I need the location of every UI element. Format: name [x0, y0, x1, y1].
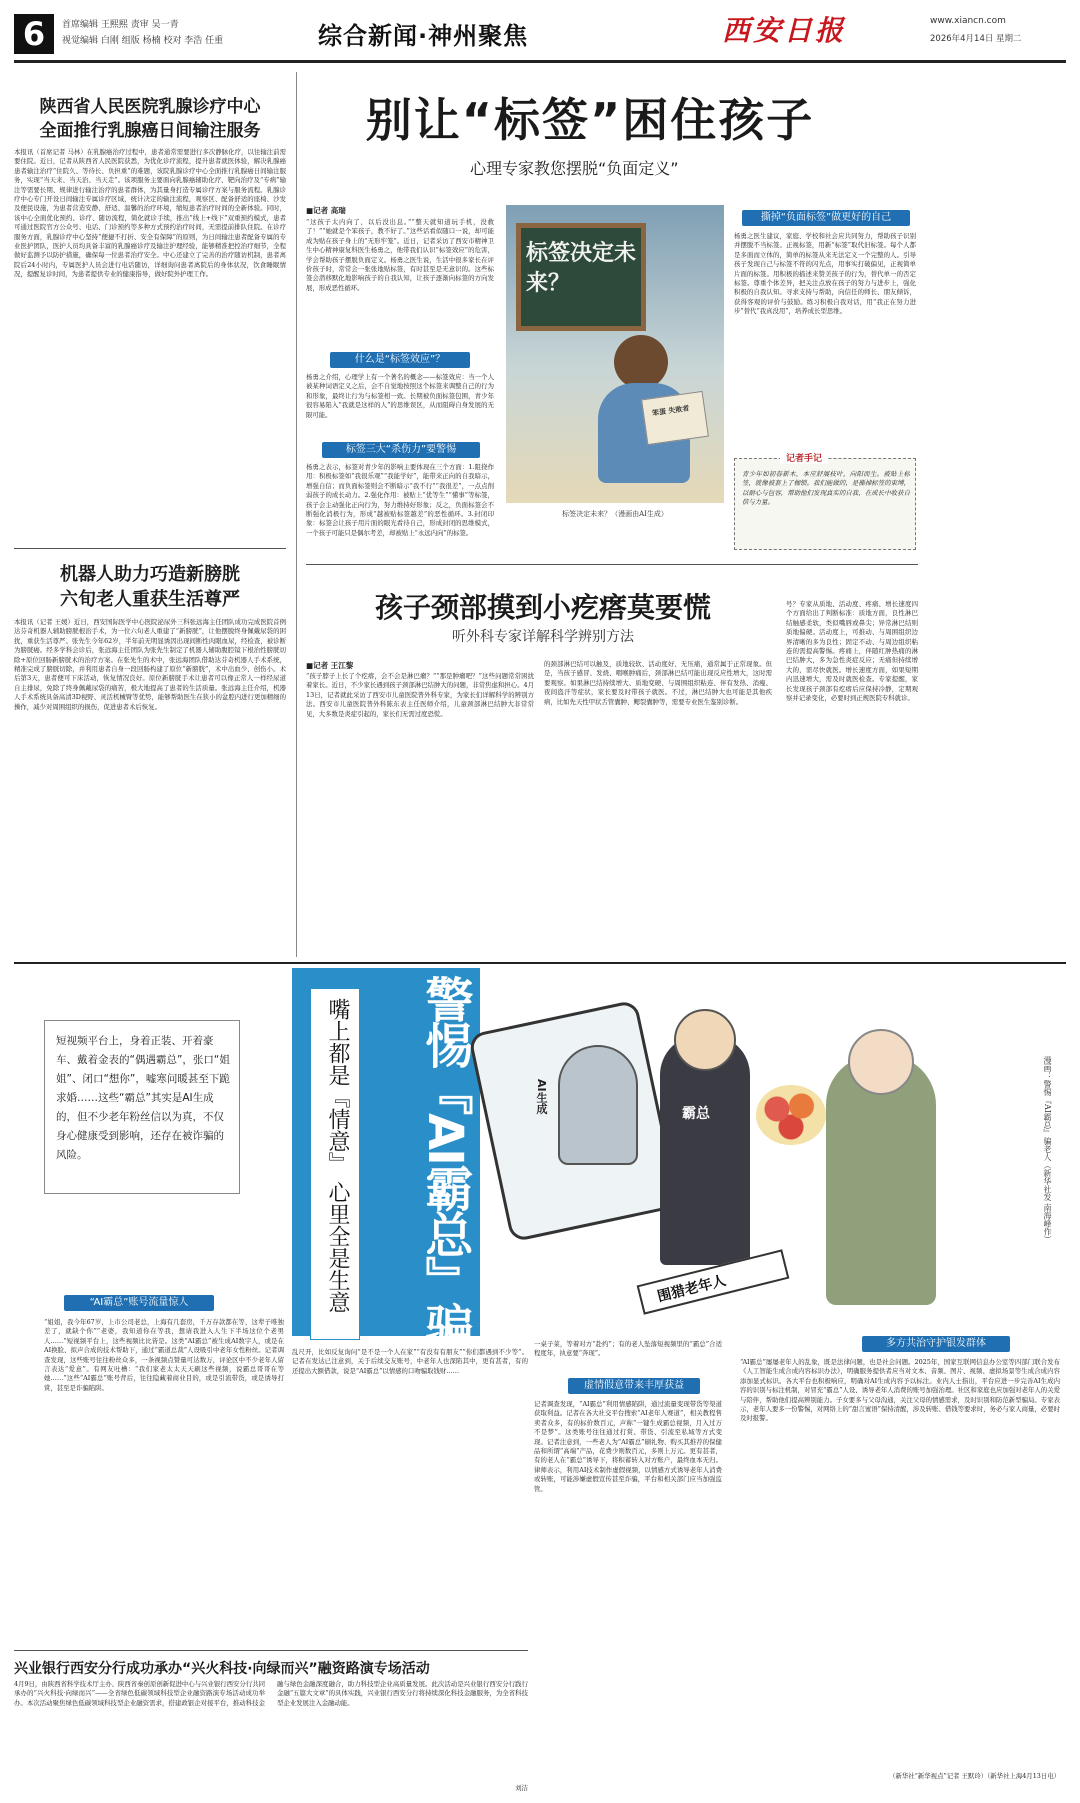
- top-article-title: 别让“标签”困住孩子: [365, 93, 815, 147]
- section-rule: [14, 962, 1066, 964]
- article1-body: 本报讯（首席记者 马林）在乳腺癌治疗过程中，患者通常需要进行多次静脉化疗，以往输注前需要住院。近日，记者从陕西省人民医院获悉，为优化诊疗流程，提升患者就医体验，解决乳腺癌患者输注治疗“住院久、等待长、负担重”的难题，该院乳腺诊疗中心全面推行乳腺癌日间输注服务，实现“当天来、当天治、当天走”。该项服务主要面向乳腺癌辅助化疗、靶向治疗及“专病”输注等需要长期、规律进行输注治疗的患者群体，为其量身打造专属诊疗方案与服务流程。乳腺诊疗中心专门开设日间输注专属诊疗区域，统计决定的输注流程，观察区、配备舒适的座椅、沙发及便民设施，为患者营造安静、舒适、温馨的治疗环境，缩短患者治疗时间的全新体验。同时，该中心全面优化预约、诊疗、随访流程，简化就诊手续，推出“线上+线下”双重预约模式，患者可通过医院官方公众号、电话、门诊预约等多种方式预约治疗时间，无需提前排队住院。在诊疗服务方面，乳腺诊疗中心坚持“便捷不打折、安全有保障”的原则，为日间输注患者配备专属的专业医护团队，医护人员均具备丰富的乳腺癌诊疗及输注护理经验，能够精准把控治疗细节，全程做好监测予以防护措施，确保每一位患者治疗安全。中心还建立了完善的治疗随访机制，患者离院后24小时内，专属医护人员会进行电话随访，详细询问患者离院后的身体状况，饮食睡眠情况，提醒复诊时间，为患者提供专业的健康指导，做好院外护理工作。: [14, 148, 286, 279]
- tag-what-is-label-effect: 什么是“标签效应”？: [330, 352, 470, 368]
- page-number: 6: [14, 14, 54, 54]
- top-article-subtitle: 心理专家教您摆脱“负面定义”: [470, 159, 679, 178]
- column-divider: [296, 72, 297, 957]
- header-rule: [14, 60, 1066, 63]
- reporter-notes-title: 记者手记: [780, 451, 828, 464]
- issue-date: 2026年4月14日 星期二: [930, 34, 1022, 44]
- newspaper-logo: 西安日报: [722, 14, 847, 47]
- top-article-col1b: 杨勇之介绍，心理学上有一个著名的概念——标签效应：当一个人被某种词语定义之后，会不自觉地按照这个标签来调整自己的行为和形象，最终让行为与标签相一致。长期被负面标签包围，青少年很容易陷入“我就是这样的人”的思维误区，从而阻碍自身发展的无限可能。: [306, 373, 494, 419]
- bottom-article-body: 4月9日，由陕西省科学技术厅主办、陕西省秦创原创新促进中心与兴业银行西安分行共同承办的“兴火科技·向绿而兴”——全省绿色低碳领域科技型企业融资路演专场活动成功举办。本次活动聚焦绿色低碳领域科技型企业融资需求，搭建政银企对接平台，推动科技金融与绿色金融深度融合，助力科技型企业高质量发展。此次活动是兴业银行西安分行践行金融“五篇大文章”的具体实践，兴业银行西安分行将持续深化科技金融服务，为全省科技型企业发展注入金融动能。: [14, 1680, 528, 1707]
- bottom-article-sign: 刘洁: [515, 1784, 528, 1792]
- reporter-notes-text: 青少年如初春新木，本应舒展枝叶，向阳而生。被贴上标签，就像被套上了枷锁。我们能做的，是撕掉标签的束缚，以耐心与包容，帮助他们发现真实的自我，在成长中收获自信与力量。: [742, 470, 910, 507]
- tag-ai-traffic: “AI霸总”账号流量惊人: [64, 1295, 214, 1311]
- section-title: 综合新闻·神州聚焦: [318, 22, 529, 50]
- ai-intro-text: 短视频平台上，身着正装、开着豪车、戴着金表的“偶遇霸总”，张口“姐姐”、闭口“想你”，嘘寒问暖甚至下跪求婚……这些“霸总”其实是AI生成的，但不少老年粉丝信以为真，不仅身心健康受到影响，还存在被诈骗的风险。: [56, 1035, 230, 1161]
- mid-article-col3: 号？专家从质地、活动度、疼痛、增长速度四个方面给出了判断标准：质地方面，良性淋巴结触感柔软，类似嘴唇或鼻尖；异常淋巴结则质地偏硬。活动度上，可推动、与周围组织边界清晰的多为良性；固定不动、与周边组织粘连的需提高警惕。疼痛上，伴随红肿热痛的淋巴结肿大，多为急性炎症反应；无痛但持续增大的，需尽快就医。增长速度方面，如果短期内迅速增大，需及时就医检查。专家提醒，家长发现孩子颈部有疙瘩后应保持冷静，定期观察并记录变化，必要时到正规医院专科就诊。: [786, 600, 918, 703]
- ai-cartoon-caption: 漫画：警惕『AI霸总』骗老人（新华社发 南海峰作）: [1043, 1056, 1052, 1244]
- top-article-col1: “这孩子太内向了，以后没出息。”“整天就知道玩手机，没救了！”“她就是个笨孩子，教不好了。”这些话看似随口一说，却可能成为贴在孩子身上的“无形牢笼”。近日，记者采访了西安市精神卫生中心精神康复科医生杨勇之，他带我们认识“标签效应”的危害，学会帮助孩子摆脱负面定义。杨勇之医生说，生活中很多家长在评价孩子时，常常会一张张地贴标签，有时甚至是无意识的。这些标签会潜移默化地影响孩子的自我认知，让孩子逐渐向标签的方向发展，形成恶性循环。: [306, 218, 494, 292]
- mid-article-byline: ■记者 王江黎: [306, 661, 354, 670]
- article2-title-line1: 机器人助力巧造新膀胱: [60, 564, 240, 585]
- chalkboard-text: 标签决定未来？: [526, 241, 637, 296]
- article2-title-line2: 六旬老人重获生活尊严: [60, 589, 240, 610]
- robot-figure: [558, 1045, 638, 1165]
- tag-joint-governance: 多方共治守护银发群体: [862, 1336, 1010, 1352]
- ai-col3b: 记者调查发现，“AI霸总”利用情感陷阱，通过流量变现带货等渠道获取利益。记者在各大社交平台搜索“AI老年人赛道”，相关教程售卖者众多，有的标价数百元，声称“一键生成霸总视频，月入过万不是梦”。这类账号往往通过打赏、带货、引流至私域等方式变现。记者注意到，一些老人为“AI霸总”刷礼物、购买其推荐的保健品和所谓“高端”产品，花费少则数百元，多则上万元。更有甚者，有的老人在“霸总”诱导下，将积蓄转入对方账户，最终血本无归。律师表示，利用AI技术制作虚假视频，以情感方式诱导老年人消费或转账，可能涉嫌虚假宣传甚至诈骗，平台和相关部门应当加强监管。: [534, 1400, 722, 1493]
- website: www.xiancn.com: [930, 16, 1006, 26]
- ai-col4: “AI霸总”屡屡老年人的乱象，既是法律问题，也是社会问题。2025年，国家互联网信息办公室等四部门联合发布《人工智能生成合成内容标识办法》，明确服务提供者应当对文本、音频、图片、视频、虚拟场景等生成合成内容添加显式标识。各大平台也积极响应，明确对AI生成内容予以标注。业内人士指出，平台应进一步完善AI生成内容的识别与标注机制，对冒充“霸总”人设、诱导老年人消费的账号加强治理。社区和家庭也应加强对老年人的关爱与陪伴，帮助他们提高辨别能力。子女要多与父母沟通，关注父母的情感需求，及时识别和防范新型骗局。专家表示，老年人要多一份警惕，对网络上的“甜言蜜语”保持清醒，涉及转账、借钱等要求时，务必与家人商量，必要时及时报警。: [740, 1358, 1060, 1423]
- article2-body: 本报讯（记者 王媛）近日，西安国际医学中心医院泌尿外三科张远海主任团队成功完成医院首例达芬奇机器人辅助膀胱根治手术，为一位六旬老人重建了“新膀胱”，让他摆脱终身佩戴尿袋的困扰，重获生活尊严。张先生今年62岁，半年前无明显诱因出现间断性肉眼血尿，经检查，被诊断为膀胱癌。经多学科会诊后，张远海主任团队为张先生制定了机器人辅助腹腔镜下根治性膀胱切除+原位回肠新膀胱术的治疗方案。在张先生的术中，张远海团队借助达芬奇机器人手术系统，精准完成了膀胱切除，并利用患者自身一段回肠构建了原位“新膀胱”，术中出血少、创伤小。术后第3天，患者便可下床活动，恢复情况良好。原位新膀胱手术让患者可以像正常人一样经尿道自主排尿，免除了终身佩戴尿袋的痛苦，极大地提高了患者的生活质量。张远海主任介绍，机器人手术系统具备高清3D视野、灵活机械臂等优势，能够帮助医生在狭小的盆腔内进行更加精细的操作，减少对周围组织的损伤，促进患者术后恢复。: [14, 618, 286, 711]
- tag-three-harms: 标签三大“杀伤力”要警惕: [322, 442, 480, 458]
- editors-line-2: 视觉编辑 白刚 组版 杨楠 校对 李浩 任重: [62, 36, 224, 46]
- bazong-head: [674, 1009, 736, 1071]
- top-article-right-text: 杨勇之医生建议，家庭、学校和社会应共同努力，帮助孩子识别并摆脱不当标签。正视标签，用新“标签”取代旧标签。每个人都是多面而立体的，简单的标签从来无法定义一个完整的人。引导孩子发现自己与标签不符的闪光点，用事实打破偏见，正视简单片面的标签。用积极的描述来赞美孩子的行为，替代单一的否定标签。尊重个体差异，把关注点放在孩子的努力与进步上，强化积极的自我认知。寻求支持与帮助，向信任的师长、朋友倾诉，获得客观的评价与鼓励。练习积极自我对话，用“我正在努力进步”替代“我真没用”，培养成长型思维。: [734, 232, 916, 316]
- mid-article-col1: “孩子脖子上长了个疙瘩，会不会是淋巴瘤？”“那是肿瘤吧？”这些问题常常困扰着家长。近日，不少家长遇到孩子颈部淋巴结肿大的问题，非常焦虑和担心。4月13日，记者就此采访了西安市儿童医院普外科专家，为家长们详解科学的辨别方法。西安市儿童医院普外科陈东表主任医师介绍，儿童颈部淋巴结肿大非常常见，大多数是炎症引起的，家长们无需过度恐慌。: [306, 672, 534, 718]
- label-illustration: [506, 205, 724, 503]
- ai-sign: （新华社“新华视点”记者 王默玲）（新华社上海4月13日电）: [889, 1772, 1060, 1780]
- ai-col3: 一桌子菜，等着对方“赴约”；有的老人坠落短视频里的“霸总”合适程度年，执意要“奔现”。: [534, 1340, 722, 1358]
- mid-article-subtitle: 听外科专家详解科学辨别方法: [452, 629, 634, 645]
- book-label-text: 笨蛋 失败者: [651, 404, 690, 418]
- illustration-caption: 标签决定未来？（漫画由AI生成）: [562, 510, 668, 518]
- bazong-label: 霸总: [682, 1106, 710, 1122]
- top-article-byline: ■记者 高瑞: [306, 206, 346, 215]
- tag-tear-off-labels: 撕掉“负面标签”做更好的自己: [742, 210, 910, 226]
- elderly-woman-head: [848, 1029, 914, 1095]
- ai-col1: “姐姐，我今年67岁，上市公司老总，上海有几套房，千万存款都在等，这辈子唯独差了，就缺个你”“老婆，我知道你在等我，想请我进入人生下半场这位个老男人……”短视频平台上，这些视频比比皆是。这类“AI霸总”被生成AI数字人，或是在AI换脸、拟声合成的技术帮助下，通过“霸道总裁”人设吸引中老年女性粉丝。记者调查发现，这些账号往往粉丝众多，一条视频点赞量可达数万，评论区中不少老年人留言表达“爱意”。有网友吐槽：“我们家老太太天天刷这些视频，说霸总哥哥在等她……”这些“AI霸总”账号背后，往往隐藏着商业目的，或是引流带货，或是诱导打赏，甚至是诈骗陷阱。: [44, 1318, 284, 1392]
- left-divider-1: [14, 548, 286, 549]
- article1-title-line1: 陕西省人民医院乳腺诊疗中心: [39, 97, 261, 117]
- top-article-col1c: 杨勇之表示，标签对青少年的影响主要体现在三个方面：1.阻挠作用：积极标签如“我很乐观”“我能学好”，能带来正向的自我暗示，增强自信；而负面标签则会不断暗示“我不行”“我很差”，一点点削弱孩子的成长动力。2.强化作用：被贴上“优等生”“懂事”等标签，孩子会主动强化正向行为，努力维持好形象；反之，负面标签会不断强化消极行为，形成“越被贴标签越差”的恶性循环。3.封闭印象：标签会让孩子用片面的眼光看待自己，形成封闭的思维模式，一个孩子可能只是偶尔考差，却被贴上“永远内向”的标签。: [306, 463, 494, 537]
- bottom-article-title: 兴业银行西安分行成功承办“兴火科技·向绿而兴”融资路演专场活动: [14, 1661, 430, 1677]
- ai-col2: 乱尺开，比如反复询问“是不是一个人在家”“有没有有朋友”“你们都遇到不少等”。记者在发达已注意到，关于后续交友账号，中老年人也深陷其中，更有甚者，有的还提出大额借款，说是“AI霸总”以情感的口吻骗取钱财……: [292, 1348, 528, 1375]
- ai-cartoon: [488, 975, 958, 1340]
- mid-article-col2: 的颈部淋巴结可以触及，质地较软、活动度好、无压痛，通常属于正常现象。但是，当孩子感冒、发烧、咽喉肿痛后，颈部淋巴结可能出现反应性增大，这时需要观察。如果淋巴结持续增大、质地变硬、与周围组织粘连、伴有发热、消瘦、夜间盗汗等症状，家长要及时带孩子就医。不过，淋巴结肿大也可能是其他疾病，比如先天性甲状舌管囊肿、鳃裂囊肿等，需要专业医生鉴别诊断。: [544, 660, 772, 706]
- editors-line-1: 首席编辑 王熙熙 责审 吴一青: [62, 20, 179, 30]
- phone-screen-label: AI生成: [535, 1079, 548, 1114]
- ribbon-label: 围猎老年人: [655, 1272, 728, 1306]
- ai-vertical-subtitle: 嘴上都是『情意』 心里全是生意: [325, 998, 350, 1313]
- top-article-bottom-rule: [306, 564, 918, 565]
- boy-figure: [614, 335, 668, 389]
- bottom-article-rule: [14, 1650, 528, 1651]
- ai-vertical-title: 警惕『AI霸总』骗老人: [417, 975, 473, 1441]
- flower-bouquet: [756, 1085, 826, 1145]
- article1-title-line2: 全面推行乳腺癌日间输注服务: [39, 121, 261, 141]
- mid-article-title: 孩子颈部摸到小疙瘩莫要慌: [374, 591, 711, 624]
- book-with-labels: [641, 391, 709, 445]
- tag-false-affection: 虚情假意带来丰厚获益: [568, 1378, 700, 1394]
